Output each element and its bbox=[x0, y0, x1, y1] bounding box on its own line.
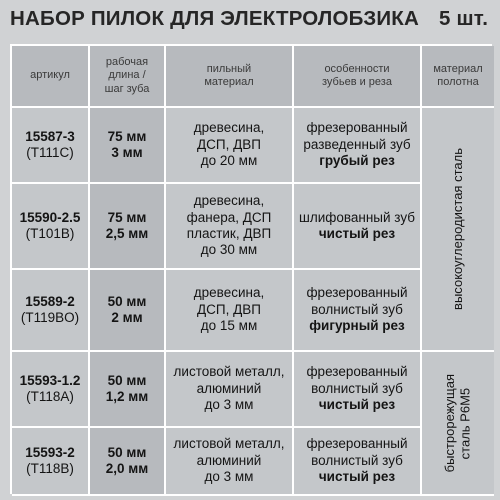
table-row-article bbox=[12, 352, 90, 428]
table-row-features bbox=[294, 270, 422, 352]
table-row-length bbox=[90, 352, 166, 428]
table-row-article bbox=[12, 270, 90, 352]
features-line: шлифованный зуб bbox=[299, 209, 415, 225]
cut-type: чистый рез bbox=[318, 226, 396, 241]
material-line: до 15 мм bbox=[200, 318, 258, 334]
blade-material-hss bbox=[422, 352, 494, 496]
length-value: 75 мм bbox=[107, 128, 147, 144]
features-line: разведенный зуб bbox=[303, 136, 411, 152]
header-blade bbox=[422, 46, 494, 108]
material-line: пластик, ДВП bbox=[186, 226, 272, 241]
material-line: до 20 мм bbox=[200, 153, 258, 169]
length-value: 50 мм bbox=[107, 293, 147, 309]
table-row-length bbox=[90, 184, 166, 270]
table-row-article bbox=[12, 108, 90, 184]
header-blade-line: материал bbox=[433, 62, 483, 75]
material-line: ДСП, ДВП bbox=[197, 301, 261, 317]
table-row-features bbox=[294, 184, 422, 270]
table-row-material bbox=[166, 184, 294, 270]
article-model: (T119BO) bbox=[20, 310, 80, 325]
article-code: 15590-2.5 bbox=[19, 209, 81, 225]
header-features bbox=[294, 46, 422, 108]
material-line: алюминий bbox=[196, 452, 262, 468]
header-features-line: особенности bbox=[324, 62, 390, 75]
pitch-value: 1,2 мм bbox=[105, 389, 149, 404]
pitch-value: 2,5 мм bbox=[105, 226, 149, 241]
header-length-line: шаг зуба bbox=[104, 82, 150, 95]
pitch-value: 2,0 мм bbox=[105, 461, 149, 476]
table-row-length bbox=[90, 428, 166, 496]
features-line: фрезерованный bbox=[306, 120, 408, 136]
article-model: (T118A) bbox=[26, 389, 74, 404]
material-line: древесина, bbox=[193, 285, 265, 301]
article-model: (T111C) bbox=[26, 145, 74, 160]
table-row-length bbox=[90, 270, 166, 352]
features-line: волнистый зуб bbox=[311, 301, 403, 317]
article-code: 15593-1.2 bbox=[19, 372, 81, 388]
material-line: ДСП, ДВП bbox=[197, 136, 261, 152]
material-line: до 3 мм bbox=[204, 469, 254, 485]
header-features-line: зубьев и реза bbox=[322, 76, 392, 88]
header-blade-line: полотна bbox=[437, 76, 479, 88]
blade-material-hss-label bbox=[442, 374, 473, 472]
article-code: 15587-3 bbox=[25, 128, 75, 144]
table-row-material bbox=[166, 270, 294, 352]
cut-type: чистый рез bbox=[318, 397, 396, 413]
material-line: листовой металл, bbox=[173, 364, 285, 380]
features-line: волнистый зуб bbox=[311, 380, 403, 396]
features-line: фрезерованный bbox=[306, 436, 408, 452]
header-length-line: длина / bbox=[108, 69, 146, 82]
blade-material-hss-line: быстрорежущая bbox=[442, 373, 458, 473]
blade-material-hcs-label: высокоуглеродистая сталь bbox=[450, 148, 466, 310]
table-row-features bbox=[294, 108, 422, 184]
spec-table bbox=[10, 44, 492, 494]
page-title bbox=[10, 7, 492, 41]
blade-material-hss-line: сталь Р6М5 bbox=[458, 387, 473, 459]
material-line: древесина, bbox=[193, 120, 265, 136]
cut-type: чистый рез bbox=[318, 469, 396, 485]
header-length bbox=[90, 46, 166, 108]
table-row-article bbox=[12, 428, 90, 496]
title-count: 5 шт. bbox=[439, 7, 489, 30]
features-line: фрезерованный bbox=[306, 364, 408, 380]
header-material-line: материал bbox=[204, 76, 254, 88]
length-value: 75 мм bbox=[107, 209, 147, 225]
features-line: волнистый зуб bbox=[311, 452, 403, 468]
cut-type: грубый рез bbox=[319, 153, 395, 169]
table-row-article bbox=[12, 184, 90, 270]
pitch-value: 3 мм bbox=[111, 145, 143, 160]
article-model: (T118B) bbox=[26, 461, 74, 476]
header-article-label: артикул bbox=[30, 69, 70, 82]
material-line: алюминий bbox=[196, 380, 262, 396]
article-code: 15589-2 bbox=[25, 293, 75, 309]
features-line: фрезерованный bbox=[306, 285, 408, 301]
material-line: фанера, ДСП bbox=[186, 209, 272, 225]
blade-material-hcs bbox=[422, 108, 494, 352]
pitch-value: 2 мм bbox=[111, 310, 143, 325]
cut-type: фигурный рез bbox=[309, 318, 405, 334]
table-row-features bbox=[294, 352, 422, 428]
material-line: до 3 мм bbox=[204, 397, 254, 413]
material-line: до 30 мм bbox=[200, 242, 258, 258]
header-article bbox=[12, 46, 90, 108]
table-row-material bbox=[166, 428, 294, 496]
header-material-line: пильный bbox=[206, 62, 252, 75]
table-row-material bbox=[166, 352, 294, 428]
header-material bbox=[166, 46, 294, 108]
length-value: 50 мм bbox=[107, 372, 147, 388]
material-line: древесина, bbox=[193, 193, 265, 209]
material-line: листовой металл, bbox=[173, 436, 285, 452]
header-length-line: рабочая bbox=[105, 55, 149, 68]
table-row-material bbox=[166, 108, 294, 184]
article-code: 15593-2 bbox=[25, 444, 75, 460]
table-row-features bbox=[294, 428, 422, 496]
article-model: (T101B) bbox=[25, 226, 75, 241]
table-row-length bbox=[90, 108, 166, 184]
title-main: НАБОР ПИЛОК ДЛЯ ЭЛЕКТРОЛОБЗИКА bbox=[10, 7, 420, 30]
length-value: 50 мм bbox=[107, 444, 147, 460]
